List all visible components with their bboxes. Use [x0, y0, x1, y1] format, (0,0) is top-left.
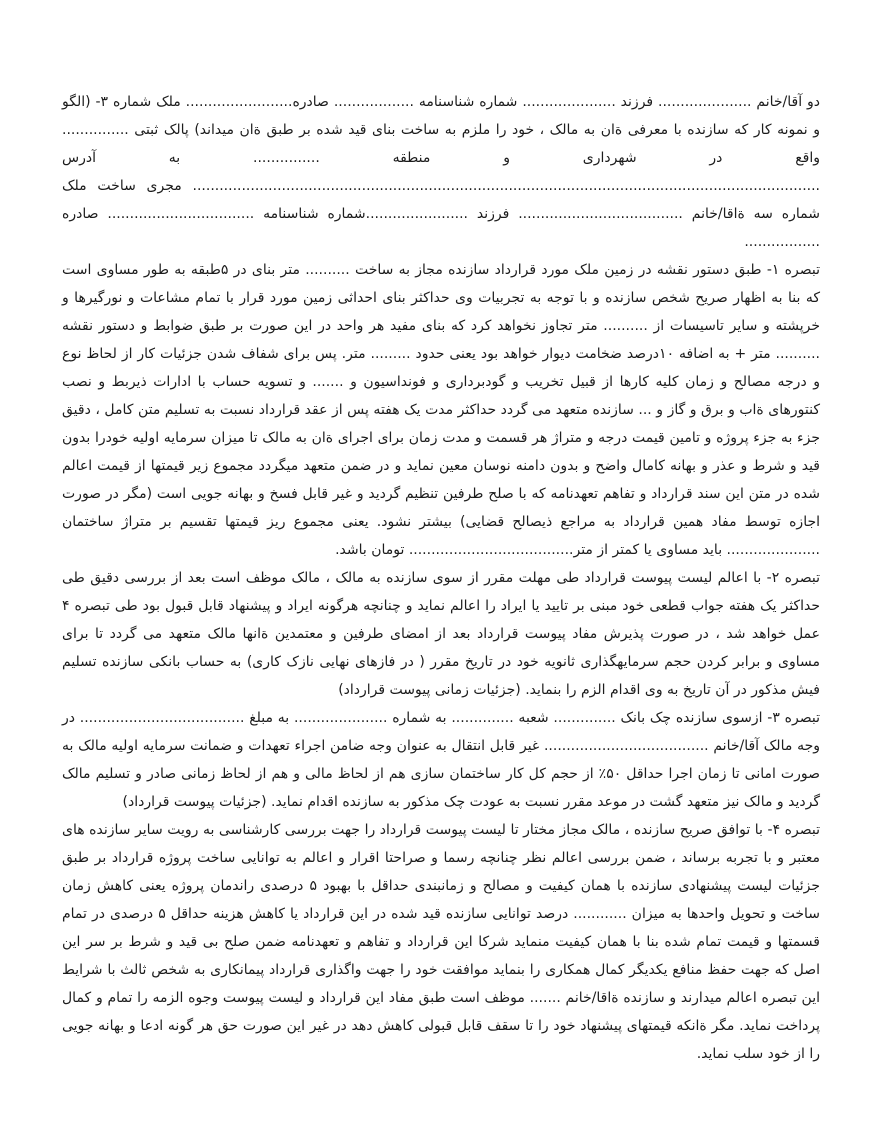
paragraph-note-1: تبصره ۱- طبق دستور نقشه در زمین ملک مورد قرارداد سازنده مجاز به ساخت .......... متر بنای در ۵طبقه به طور مساوی است که بنا به اظهار صریح شخص سازنده و با توجه به تجربیات وی حداکثر بنای احداثی زمین مورد قرار با تمام مشاعات و نورگیرها و خرپشته و سایر تاسیسات از .......... متر تجاوز نخواهد کرد که بنای مفید هر واحد در این صورت بر طبق ضوابط و دستور نقشه .......... متر + به اضافه ۱۰درصد ضخامت دیوار خواهد بود یعنی حدود ......... متر. پس برای شفاف شدن جزئیات کار از لحاظ نوع و درجه مصالح و زمان کلیه کارها از قبیل تخریب و گودبرداری و فونداسیون و ....... و تسویه حساب با ادارات ذیربط و نصب کنتورهای ةاب و برق و گاز و ... سازنده متعهد می گردد حداکثر مدت یک هفته پس از عقد قرارداد نسبت به تسلیم متن کامل ، دقیق جزء به جزء پروژه و تامین قیمت درجه و متراژ هر قسمت و مدت زمان برای اجرای ةان به مالک تا میزان سرمایه اولیه خودرا بدون قید و شرط و عذر و بهانه کامال واضح و بدون دامنه نوسان معین نماید و در ضمن متعهد میگردد مجموع زیر قیمتها از قیمت اعالم شده در متن این سند قرارداد و تفاهم تعهدنامه که با صلح طرفین تنظیم گردید و غیر قابل فسخ و بهانه جویی است (مگر در صورت اجازه توسط مفاد همین قرارداد به مراجع ذیصالح قضایی) بیشتر نشود. یعنی مجموع ریز قیمتها تقسیم بر متراژ ساختمان ..................... باید مساوی یا کمتر از متر..................................... تومان باشد. — [62, 262, 820, 558]
paragraph-note-2: تبصره ۲- با اعالم لیست پیوست قرارداد طی مهلت مقرر از سوی سازنده به مالک ، مالک موظف است بعد از بررسی دقیق طی حداکثر یک هفته جواب قطعی خود مبنی بر تایید یا ایراد را اعالم نماید و چنانچه هرگونه ایراد و پیشنهاد قابل قبول بود طی تبصره ۴ عمل خواهد شد ، در صورت پذیرش مفاد پیوست قرارداد بعد از امضای طرفین و معتمدین ةانها مالک متعهد می گردد تا برای مساوی و برابر کردن حجم سرمایهگذاری ثانویه خود در تاریخ مقرر ( در فازهای نهایی نازک کاری) به حساب بانکی سازنده تسلیم فیش مذکور در آن تاریخ به وی اقدام الزم را بنماید. (جزئیات زمانی پیوست قرارداد) — [62, 570, 820, 698]
paragraph-parties-and-property: دو آقا/خانم ..................... فرزند ..................... شماره شناسنامه .................. صادره........................ ملک شماره ۳- (الگو و نمونه کار که سازنده با معرفی ةان به مالک ، خود را ملزم به ساخت بنای قید شده بر طبق ةان میداند) پالک ثبتی ............... واقع در شهرداری و منطقه ............... به آدرس ............................................................................................................................................. مجری ساخت ملک شماره سه ةاقا/خانم ..................................... فرزند .......................شماره شناسنامه ................................. صادره ................. — [62, 94, 820, 250]
paragraph-note-4: تبصره ۴- با توافق صریح سازنده ، مالک مجاز مختار تا لیست پیوست قرارداد را جهت بررسی کارشناسی به رویت سایر سازنده های معتبر و با تجربه برساند ، ضمن بررسی اعالم نظر چنانچه رسما و صراحتا اقرار و اعالم به توانایی ساخت پروژه قرارداد بر طبق جزئیات لیست پیشنهادی سازنده با همان کیفیت و مصالح و زمانبندی حداقل با بهبود ۵ درصدی راندمان پروژه یعنی کاهش زمان ساخت و تحویل واحدها به میزان ............ درصد توانایی سازنده قید شده در این قرارداد یا کاهش هزینه حداقل ۵ درصدی در تمام قسمتها و قیمت تمام شده بنا با همان کیفیت منماید شرکا این قرارداد و تفاهم و تعهدنامه ضمن صلح بی قید و شرط بر سر این اصل که جهت حفظ منافع یکدیگر کمال همکاری را بنماید موافقت خود را جهت واگذاری قرارداد پیمانکاری به شخص ثالث با شرایط این تبصره اعالم میدارند و سازنده ةاقا/خانم ....... موظف است طبق مفاد این قرارداد و لیست پیوست وجوه الزمه را تمام و کمال پرداخت نماید. مگر ةانکه قیمتهای پیشنهاد خود را تا سقف قابل قبولی کاهش دهد در غیر این صورت حق هر گونه ادعا و بهانه جویی را از خود سلب نماید. — [62, 822, 821, 1062]
paragraph-note-3: تبصره ۳- ازسوی سازنده چک بانک .............. شعبه .............. به شماره ..................... به مبلغ ..................................... در وجه مالک آقا/خانم ..................................... غیر قابل انتقال به عنوان وجه ضامن اجراء تعهدات و ضمانت سرمایه اولیه مالک به صورت امانی تا زمان اجرا حداقل ۵۰٪ از حجم کل کار ساختمان سازی هم از لحاظ مالی و هم از لحاظ زمانی صادر و تسلیم مالک گردید و مالک نیز متعهد گشت در موعد مقرر نسبت به عودت چک مذکور به سازنده اقدام نماید. (جزئیات پیوست قرارداد) — [62, 710, 820, 810]
